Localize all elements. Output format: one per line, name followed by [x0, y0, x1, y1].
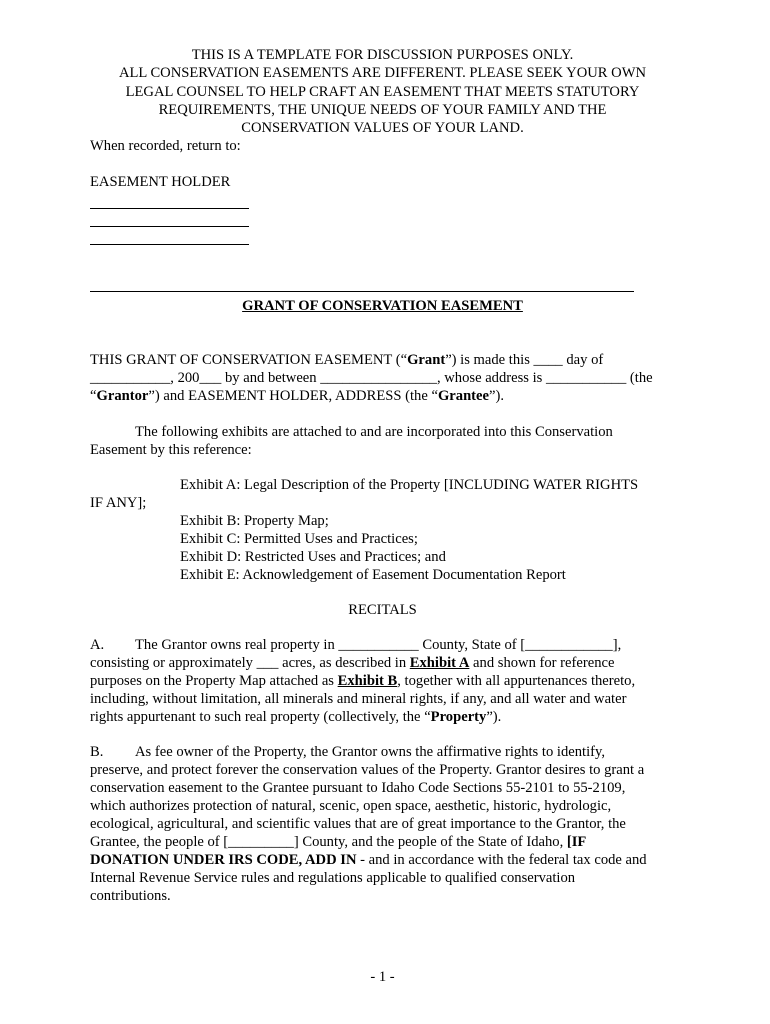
grant-text: ”).	[489, 388, 504, 404]
recording-separator-line	[90, 291, 634, 292]
exhibits-intro-line: The following exhibits are attached to and are incorporated into this Conservation	[135, 424, 613, 440]
recital-b-line	[90, 743, 675, 761]
recital-b-line: contributions.	[90, 888, 171, 904]
exhibit-b-reference: Exhibit B	[337, 673, 398, 689]
recital-b-line	[90, 833, 675, 851]
recitals-heading: RECITALS	[348, 602, 417, 618]
recital-a-line: including, without limitation, all minerals and mineral rights, if any, and all water and water	[90, 691, 627, 707]
recital-b-line: Internal Revenue Service rules and regulations applicable to qualified conservation	[90, 870, 576, 886]
address-blank-line	[90, 191, 249, 209]
grant-text: THIS GRANT OF CONSERVATION EASEMENT (“	[90, 352, 408, 368]
grant-line: ___________, 200___ by and between ________________, whose address is ___________ (the	[90, 370, 653, 386]
recital-a-paragraph	[90, 636, 675, 726]
return-to-label: When recorded, return to:	[90, 138, 241, 154]
recital-a-line	[90, 654, 675, 672]
recital-text: purposes on the Property Map attached as	[90, 673, 338, 689]
exhibit-b-item: Exhibit B: Property Map;	[180, 513, 329, 529]
recital-b-line	[90, 851, 675, 869]
recital-text: As fee owner of the Property, the Grantor owns the affirmative rights to identify,	[135, 744, 605, 760]
recital-b-line: ecological, agricultural, and scientific values that are of great importance to the Grantor, the	[90, 816, 626, 832]
exhibit-a-line: Exhibit A: Legal Description of the Property [INCLUDING WATER RIGHTS	[180, 477, 639, 493]
address-blank-line	[90, 209, 249, 227]
exhibit-list	[180, 512, 680, 584]
irs-note: DONATION UNDER IRS CODE, ADD IN	[90, 852, 357, 868]
exhibits-intro-line: Easement by this reference:	[90, 442, 252, 458]
recital-text: consisting or approximately ___ acres, as described in	[90, 655, 410, 671]
address-blank-line	[90, 227, 249, 245]
document-title-text: GRANT OF CONSERVATION EASEMENT	[242, 298, 523, 314]
grant-term: Grant	[407, 352, 446, 368]
easement-holder-block	[90, 173, 675, 245]
disclaimer-line: REQUIREMENTS, THE UNIQUE NEEDS OF YOUR FAMILY AND THE	[158, 101, 607, 118]
easement-holder-label: EASEMENT HOLDER	[90, 174, 231, 190]
template-disclaimer	[90, 46, 675, 137]
exhibit-e-item: Exhibit E: Acknowledgement of Easement Documentation Report	[180, 567, 566, 583]
exhibit-c-item: Exhibit C: Permitted Uses and Practices;	[180, 531, 418, 547]
disclaimer-line: CONSERVATION VALUES OF YOUR LAND.	[241, 120, 524, 137]
recital-b-line: which authorizes protection of natural, scenic, open space, aesthetic, historic, hydrologic,	[90, 798, 612, 814]
exhibits-intro-paragraph	[90, 423, 675, 459]
exhibit-a-item	[90, 476, 675, 512]
recital-b-line: preserve, and protect forever the conservation values of the Property. Grantor desires to grant a	[90, 762, 645, 778]
recital-text: ”).	[486, 709, 502, 725]
grantee-term: Grantee	[437, 388, 489, 404]
recital-a-line	[90, 636, 675, 654]
document-title	[90, 297, 675, 315]
disclaimer-line: THIS IS A TEMPLATE FOR DISCUSSION PURPOSES ONLY.	[191, 47, 574, 63]
recital-text: , together with all appurtenances thereto,	[397, 673, 636, 689]
exhibit-a-reference: Exhibit A	[409, 655, 470, 671]
recital-text: The Grantor owns real property in ___________ County, State of [____________],	[135, 637, 622, 653]
grant-paragraph	[90, 351, 675, 405]
recital-b-paragraph	[90, 743, 675, 905]
recital-b-line: conservation easement to the Grantee pursuant to Idaho Code Sections 55-2101 to 55-2109,	[90, 780, 626, 796]
recital-text: Grantee, the people of [_________] County, and the people of the State of Idaho,	[90, 834, 567, 850]
recital-a-line	[90, 708, 675, 726]
property-term: Property	[430, 709, 487, 725]
grant-line	[90, 351, 675, 369]
exhibit-d-item: Exhibit D: Restricted Uses and Practices; and	[180, 549, 446, 565]
exhibit-a-line: IF ANY];	[90, 495, 147, 511]
recital-text: rights appurtenant to such real property (collectively, the “	[90, 709, 431, 725]
recital-letter: B.	[90, 744, 104, 760]
disclaimer-line: LEGAL COUNSEL TO HELP CRAFT AN EASEMENT THAT MEETS STATUTORY	[125, 83, 640, 100]
recital-text: and shown for reference	[469, 655, 615, 671]
grant-text: ”) and EASEMENT HOLDER, ADDRESS (the “	[148, 388, 438, 404]
recital-a-line	[90, 672, 675, 690]
recital-text: - and in accordance with the federal tax code and	[356, 852, 647, 868]
grant-text: ”) is made this ____ day of	[445, 352, 604, 368]
recital-letter: A.	[90, 637, 105, 653]
disclaimer-line: ALL CONSERVATION EASEMENTS ARE DIFFERENT. PLEASE SEEK YOUR OWN	[118, 65, 647, 82]
grant-line	[90, 387, 675, 405]
page-number: - 1 -	[370, 969, 395, 985]
grantor-term: Grantor	[96, 388, 149, 404]
irs-note: [IF	[566, 834, 587, 850]
grant-text: “	[90, 388, 97, 404]
